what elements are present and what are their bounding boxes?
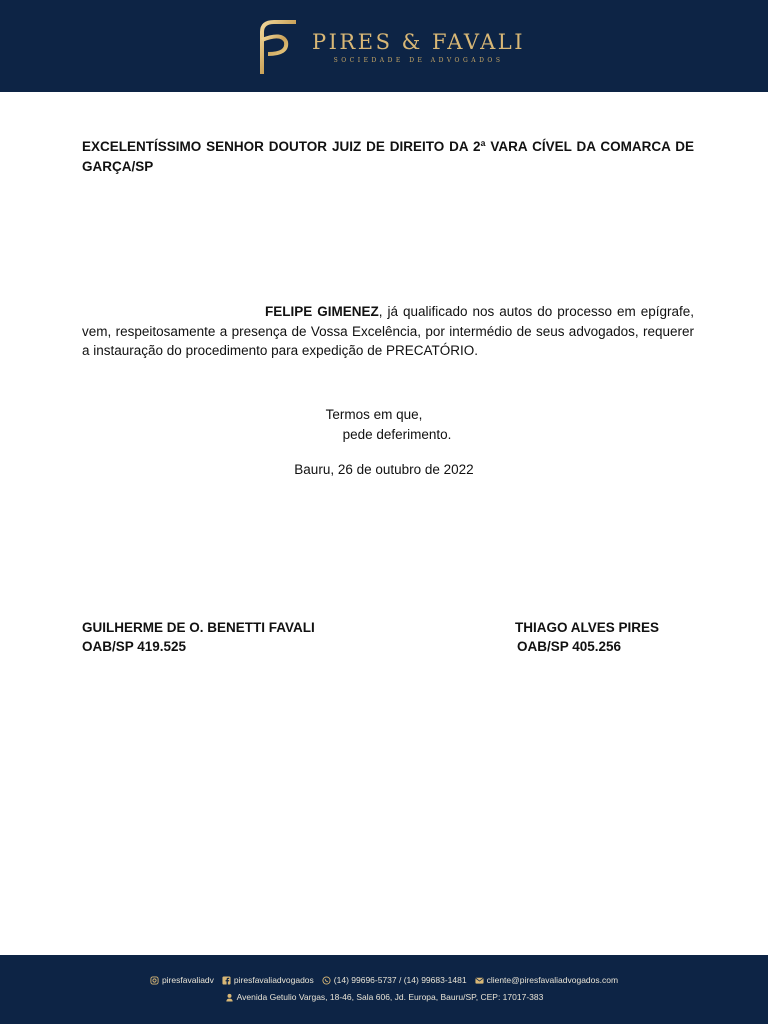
signature-name-2: THIAGO ALVES PIRES [515,620,660,635]
email-address: cliente@piresfavaliadvogados.com [486,975,619,985]
footer-phones [322,975,467,985]
petition-body [82,302,694,361]
whatsapp-icon [322,976,331,985]
letterhead-footer [0,955,768,1024]
closing-line-2: pede deferimento. [342,427,452,442]
signature-oab-1: OAB/SP 419.525 [82,639,187,654]
instagram-handle: piresfavaliadv [161,975,214,985]
petition-text: , já qualificado nos autos do processo em epígrafe, vem, respeitosamente a presença de Vossa Excelência, por intermédio de seus advogados, requerer a instauração do procedimento para expedição de PRECATÓRIO. [82,304,695,358]
letterhead-header [0,0,768,92]
footer-instagram [150,975,214,985]
brand-name: PIRES & FAVALI [312,29,526,54]
closing-line-1: Termos em que, [325,407,423,422]
phone-numbers: (14) 99696-5737 / (14) 99683-1481 [333,975,467,985]
footer-address [225,992,544,1002]
date-line: Bauru, 26 de outubro de 2022 [294,462,474,477]
location-pin-icon [225,993,234,1002]
signature-oab-2: OAB/SP 405.256 [517,639,622,654]
footer-contacts [0,975,768,985]
address-text: Avenida Getulio Vargas, 18-46, Sala 606, Jd. Europa, Bauru/SP, CEP: 17017-383 [236,992,544,1002]
signature-name-1: GUILHERME DE O. BENETTI FAVALI [82,620,315,635]
footer-email [475,975,618,985]
email-icon [475,976,484,985]
addressee-heading: EXCELENTÍSSIMO SENHOR DOUTOR JUIZ DE DIREITO DA 2ª VARA CÍVEL DA COMARCA DE GARÇA/SP [82,139,694,174]
footer-facebook [222,975,314,985]
facebook-handle: piresfavaliadvogados [233,975,314,985]
instagram-icon [150,976,159,985]
petitioner-name: FELIPE GIMENEZ [265,304,379,319]
footer-address-row [0,992,768,1002]
facebook-icon [222,976,231,985]
firm-logo [252,18,525,76]
pf-monogram-logo [252,18,304,76]
brand-subtitle: SOCIEDADE DE ADVOGADOS [333,56,504,64]
